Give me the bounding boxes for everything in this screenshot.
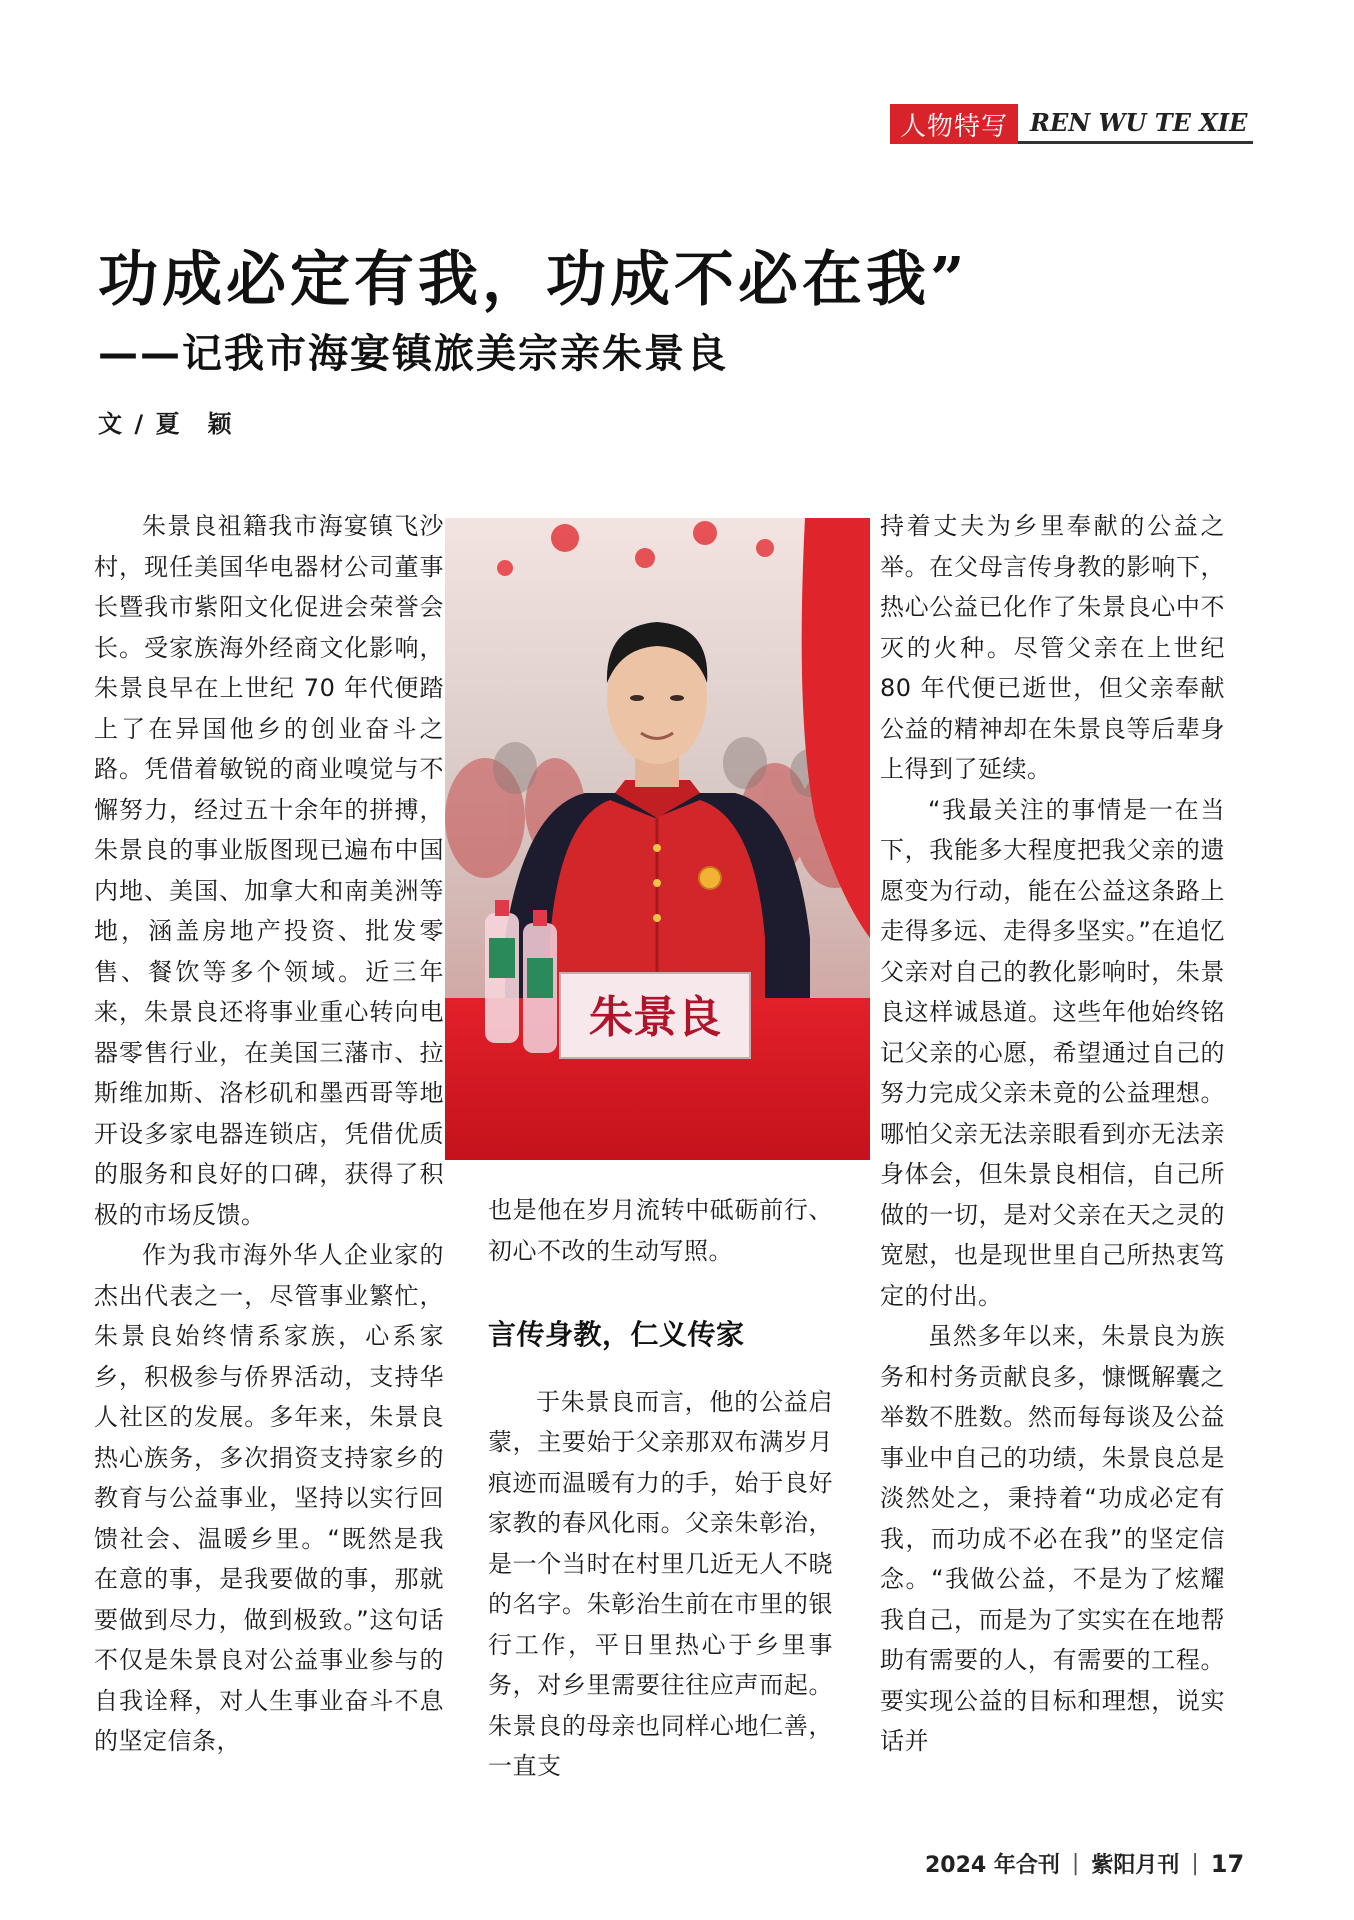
column-middle <box>488 1190 833 1787</box>
article-byline: 文 / 夏 颖 <box>98 410 234 438</box>
footer-issue: 2024 年合刊 <box>925 1853 1060 1878</box>
footer-separator: | <box>1191 1851 1199 1876</box>
article-subtitle: ——记我市海宴镇旅美宗亲朱景良 <box>98 331 728 377</box>
section-tag <box>890 104 1253 144</box>
portrait-photo <box>445 518 870 1160</box>
paragraph-continuation: 也是他在岁月流转中砥砺前行、初心不改的生动写照。 <box>488 1196 833 1265</box>
page-footer <box>925 1848 1244 1879</box>
section-heading: 言传身教，仁义传家 <box>488 1318 745 1351</box>
column-left <box>94 506 444 1762</box>
footer-separator: | <box>1071 1851 1080 1876</box>
photo-nameplate-text: 朱景良 <box>589 992 721 1043</box>
paragraph: 朱景良祖籍我市海宴镇飞沙村，现任美国华电器材公司董事长暨我市紫阳文化促进会荣誉会长。受家族海外经商文化影响，朱景良早在上世纪 70 年代便踏上了在异国他乡的创业奋斗之路。凭借着敏锐的商业嗅觉与不懈努力，经过五十余年的拼搏，朱景良的事业版图现已遍布中国内地、美国、加拿大和南美洲等地，涵盖房地产投资、批发零售、餐饮等多个领域。近三年来，朱景良还将事业重心转向电器零售行业，在美国三藩市、拉斯维加斯、洛杉矶和墨西哥等地开设多家电器连锁店，凭借优质的服务和良好的口碑，获得了积极的市场反馈。 <box>94 512 444 1229</box>
paragraph-continuation: 持着丈夫为乡里奉献的公益之举。在父母言传身教的影响下，热心公益已化作了朱景良心中不灭的火种。尽管父亲在上世纪 80 年代便已逝世，但父亲奉献公益的精神却在朱景良等后辈身上得到了延续。 <box>880 512 1225 783</box>
paragraph: “我最关注的事情是一在当下，我能多大程度把我父亲的遗愿变为行动，能在公益这条路上走得多远、走得多坚实。”在追忆父亲对自己的教化影响时，朱景良这样诚恳道。这些年他始终铭记父亲的心愿，希望通过自己的努力完成父亲未竟的公益理想。哪怕父亲无法亲眼看到亦无法亲身体会，但朱景良相信，自己所做的一切，是对父亲在天之灵的宽慰，也是现世里自己所热衷笃定的付出。 <box>880 795 1225 1310</box>
page-number: 17 <box>1210 1849 1245 1878</box>
paragraph: 于朱景良而言，他的公益启蒙，主要始于父亲那双布满岁月痕迹而温暖有力的手，始于良好家教的春风化雨。父亲朱彰治，是一个当时在村里几近无人不晓的名字。朱彰治生前在市里的银行工作，平日里热心于乡里事务，对乡里需要往往应声而起。朱景良的母亲也同样心地仁善，一直支 <box>488 1387 833 1780</box>
section-tag-cn: 人物特写 <box>890 104 1018 144</box>
paragraph: 虽然多年以来，朱景良为族务和村务贡献良多，慷慨解囊之举数不胜数。然而每每谈及公益事业中自己的功绩，朱景良总是淡然处之，秉持着“功成必定有我，而功成不必在我”的坚定信念。“我做公益，不是为了炫耀我自己，而是为了实实在在地帮助有需要的人，有需要的工程。要实现公益的目标和理想，说实话并 <box>880 1322 1225 1755</box>
section-tag-en: REN WU TE XIE <box>1018 104 1253 144</box>
footer-magazine: 紫阳月刊 <box>1091 1853 1180 1878</box>
article-title: 功成必定有我，功成不必在我” <box>98 245 969 315</box>
column-right <box>880 506 1225 1762</box>
paragraph: 作为我市海外华人企业家的杰出代表之一，尽管事业繁忙，朱景良始终情系家族，心系家乡，积极参与侨界活动，支持华人社区的发展。多年来，朱景良热心族务，多次捐资支持家乡的教育与公益事业，坚持以实行回馈社会、温暖乡里。“既然是我在意的事，是我要做的事，那就要做到尽力，做到极致。”这句话不仅是朱景良对公益事业参与的自我诠释，对人生事业奋斗不息的坚定信条， <box>94 1241 444 1755</box>
